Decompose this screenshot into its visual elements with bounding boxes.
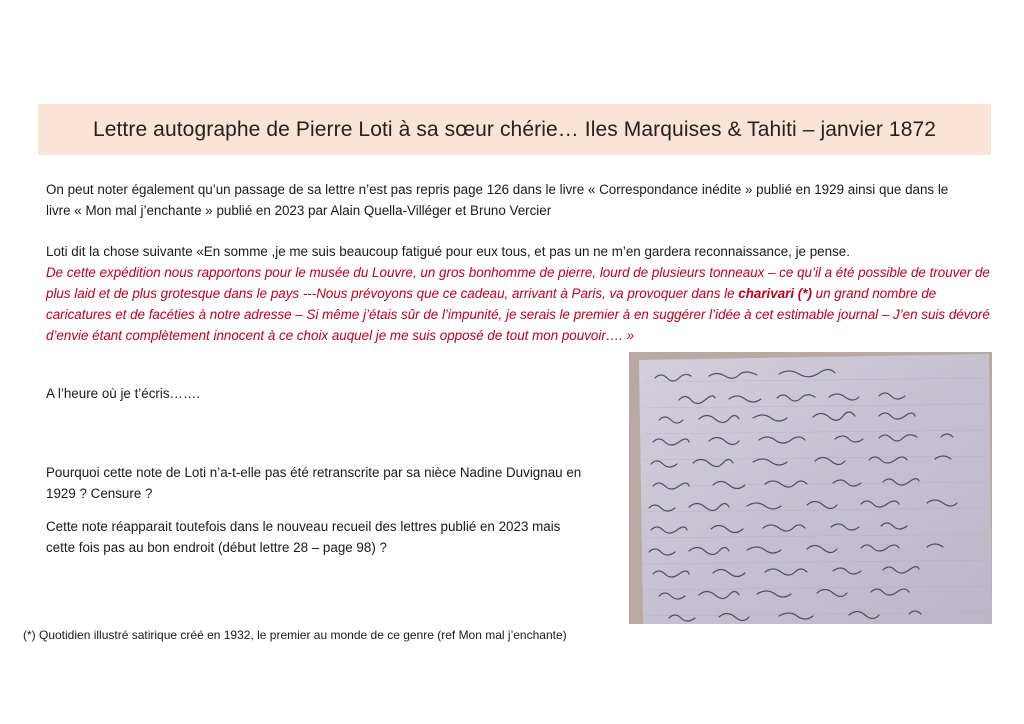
handwritten-letter-icon — [629, 352, 992, 624]
note-paragraph: Cette note réapparait toutefois dans le nouveau recueil des lettres publié en 2023 mais cette fois pas au bon endroit (début lettre 28 – page 98) ? — [46, 519, 561, 555]
charivari-word: charivari (*) — [738, 286, 812, 301]
quote-red-text — [46, 265, 990, 343]
heure-paragraph: A l’heure où je t’écris……. — [46, 386, 201, 401]
quote-lead: Loti dit la chose suivante «En somme ,je me suis beaucoup fatigué pour eux tous, et pas un ne m’en gardera reconnaissance, je pense. — [46, 244, 850, 259]
pourquoi-paragraph: Pourquoi cette note de Loti n’a-t-elle pas été retranscrite par sa nièce Nadine Duvignau en 1929 ? Censure ? — [46, 465, 582, 501]
quote-red-part2: un grand nombre de caricatures et de facéties à notre adresse – Si même j’étais sûr de l’impunité, je serais le premier à en suggérer l’idée à cet estimable journal – J’en suis dévoré d’envie étant complètement innocent à ce choix auquel je me suis opposé de tout mon pouvoir…. » — [46, 286, 990, 343]
page-title: Lettre autographe de Pierre Loti à sa sœur chérie… Iles Marquises & Tahiti – janvier 1872 — [92, 117, 937, 141]
intro-paragraph: On peut noter également qu’un passage de sa lettre n’est pas repris page 126 dans le livre « Correspondance inédite » publié en 1929 ainsi que dans le livre « Mon mal j’enchante » publié en 2023 par Alain Quella-Villéger et Bruno Vercier — [46, 182, 949, 218]
quote-paragraph — [46, 241, 996, 346]
quote-red-part1: De cette expédition nous rapportons pour le musée du Louvre, un gros bonhomme de pierre, lourd de plusieurs tonneaux – ce qu’il a été possible de trouver de plus laid et de plus grotesque dans le pays ---Nous prévoyons que ce cadeau, arrivant à Paris, va provoquer dans le — [46, 265, 990, 301]
title-banner — [38, 104, 991, 155]
footnote: (*) Quotidien illustré satirique créé en 1932, le premier au monde de ce genre (ref Mon mal j’enchante) — [23, 628, 567, 642]
manuscript-photo — [629, 352, 992, 624]
